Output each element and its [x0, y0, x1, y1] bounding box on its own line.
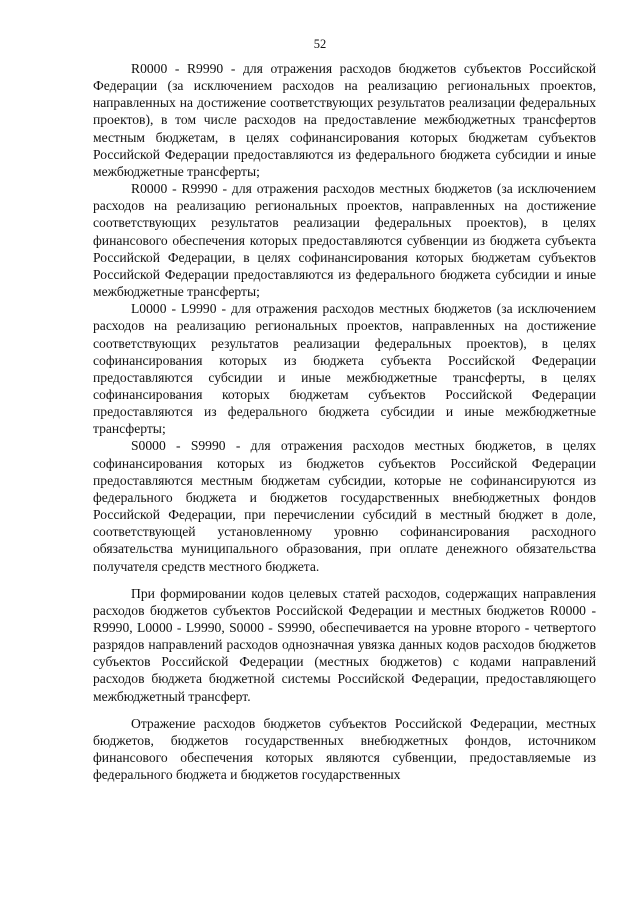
paragraph-s-codes-local: S0000 - S9990 - для отражения расходов местных бюджетов, в целях софинансирования которых из бюджетов субъектов Российской Федерации предоставляются местным бюджетам субсидии, которые не софинансируются из федерального бюджета и бюджетов государственных внебюджетных фондов Российской Федерации, при перечислении субсидий в местный бюджет в доле, соответствующей установленному уровню софинансирования расходного обязательства муниципального образования, при оплате денежного обязательства получателя средств местного бюджета. — [93, 438, 596, 574]
paragraph-expense-reflection: Отражение расходов бюджетов субъектов Российской Федерации, местных бюджетов, бюджетов государственных внебюджетных фондов, источником финансового обеспечения которых являются субвенции, предоставляемые из федерального бюджета и бюджетов государственных — [93, 715, 596, 783]
document-body — [93, 60, 596, 783]
page-number: 52 — [313, 37, 327, 51]
paragraph-l-codes-local: L0000 - L9990 - для отражения расходов местных бюджетов (за исключением расходов на реализацию региональных проектов, направленных на достижение соответствующих результатов реализации федеральных проектов), в целях софинансирования которых из бюджета субъекта Российской Федерации предоставляются субсидии и иные межбюджетные трансферты, в целях софинансирования которых бюджетам субъектов Российской Федерации предоставляются из федерального бюджета субсидии и иные межбюджетные трансферты; — [93, 301, 596, 437]
paragraph-code-formation: При формировании кодов целевых статей расходов, содержащих направления расходов бюджетов субъектов Российской Федерации и местных бюджетов R0000 - R9990, L0000 - L9990, S0000 - S9990, обеспечивается на уровне второго - четвертого разрядов направлений расходов однозначная увязка данных кодов расходов бюджетов субъектов Российской Федерации (местных бюджетов) с кодами направлений расходов бюджета бюджетной системы Российской Федерации, предоставляющего межбюджетный трансферт. — [93, 585, 596, 704]
paragraph-r-codes-local: R0000 - R9990 - для отражения расходов местных бюджетов (за исключением расходов на реализацию региональных проектов, направленных на достижение соответствующих результатов реализации федеральных проектов), в целях финансового обеспечения которых предоставляются субвенции из бюджета субъекта Российской Федерации, в целях софинансирования которых бюджетам субъектов Российской Федерации предоставляются из федерального бюджета субсидии и иные межбюджетные трансферты; — [93, 181, 596, 300]
paragraph-r-codes-subjects: R0000 - R9990 - для отражения расходов бюджетов субъектов Российской Федерации (за исключением расходов на реализацию региональных проектов, направленных на достижение соответствующих результатов реализации федеральных проектов), в том числе расходов на предоставление межбюджетных трансфертов местным бюджетам, в целях софинансирования которых бюджетам субъектов Российской Федерации предоставляются из федерального бюджета субсидии и иные межбюджетные трансферты; — [93, 61, 596, 179]
